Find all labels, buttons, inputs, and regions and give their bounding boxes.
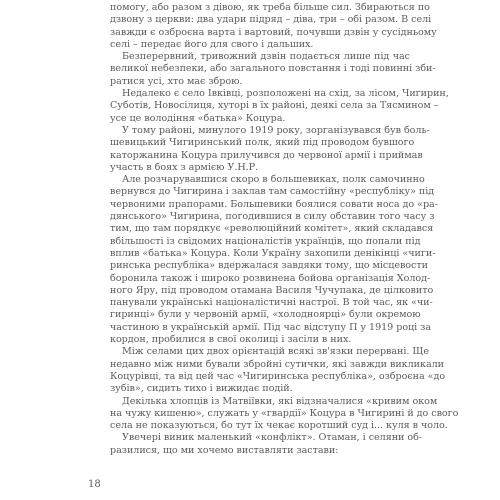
text-line: тим, що там порядкує «революційний комітет», який складався: [110, 223, 434, 235]
text-line: великої небезпеки, або загального повстання і тоді повинні зби-: [110, 63, 436, 75]
text-line: червоними прапорами. Большевики боялися совати носа до «ра-: [110, 198, 438, 210]
text-line: Недалеко є село Івківці, розположені на схід, за лісом, Чигирин,: [122, 88, 449, 100]
text-line: Декілька хлопців із Матвіївки, які відзначалися «кривим оком: [122, 395, 438, 407]
text-line: Суботів, Новосілиця, хуторі в їх районі, деякі села за Тясмином –: [110, 100, 439, 112]
text-line: панували українські націоналістичні настрої. В той час, як «чи-: [110, 297, 433, 309]
text-line: частиною в українській армії. Під час відступу П у 1919 році за: [110, 321, 432, 333]
text-line: боронила також і широко розвинена бойова організація Холод-: [110, 272, 431, 284]
text-line: кордон, пробилися в свої околиці і засіли в них.: [110, 334, 352, 346]
text-line: шевицький Чигиринський полк, який під проводом бувшого: [110, 137, 415, 149]
text-line: вернувся до Чигирина і заклав там самостійну «республіку» під: [110, 186, 435, 198]
text-line: Коцурівці, та від цей час «Чигиринська республіка», озброєна «до: [110, 370, 446, 382]
text-line: У тому районі, минулого 1919 року, зорганізувався був боль-: [122, 124, 430, 136]
text-line: зубів», сидить тихо і вижидає подій.: [110, 383, 293, 395]
text-line: помогу, або разом з дівою, як треба більше сил. Збираються по: [110, 2, 430, 13]
text-line: ратися усі, хто має зброю.: [110, 75, 243, 87]
text-line: дзвону з церкви: два удари підряд – діва, три – обі разом. В селі: [110, 14, 432, 26]
text-line: усе це володіння «батька» Коцура.: [110, 112, 286, 124]
text-line: недавно між ними бували збройні сутички, які завжди викликали: [110, 358, 445, 370]
text-line: вбільшості із свідомих націоналістів українців, що попали під: [110, 235, 421, 247]
text-line: каторжанина Коцура прилучився до червоної армії і приймав: [110, 149, 423, 161]
text-line: участь в боях з армією У.Н.Р.: [110, 161, 259, 173]
text-line: Увечері виник маленький «конфлікт». Отаман, і селяни об-: [122, 432, 423, 444]
text-line: разилися, що ми хочемо виставляти застави:: [110, 444, 339, 456]
text-line: Безперервний, тривожний дзвін подається лише під час: [122, 51, 410, 63]
text-line: гиринці» були у червоній армії, «холодноярці» були окремою: [110, 309, 421, 321]
page-number: 18: [88, 479, 101, 490]
text-line: вплив «батька» Коцура. Коли Україну захопили денікінці «чиги-: [110, 247, 436, 259]
text-line: дянського» Чигирина, погодившися в силу обставин того часу з: [110, 211, 435, 223]
text-line: завжди є озброєна варта і вартовий, почувши дзвін у сусідньому: [110, 26, 437, 38]
text-line: Між селами цих двох орієнтацій всякі зв'язки перервані. Ще: [122, 346, 429, 358]
text-line: ного Яру, під проводом отамана Василя Чучупака, де цілковито: [110, 284, 434, 296]
text-line: села не показуються, бо тут їх чекає коротший суд і... куля в чоло.: [110, 420, 448, 432]
text-line: ринська республіка» вдержалася завдяки тому, що місцевости: [110, 260, 428, 272]
text-line: Але розчарувавшися скоро в большевиках, полк самочинно: [122, 174, 425, 186]
text-line: на чужу кишеню», служать у «гвардії» Коцура в Чигирині й до свого: [110, 407, 459, 419]
body-text: [110, 2, 459, 457]
text-line: селі – передає його для свого і дальших.: [110, 38, 314, 50]
